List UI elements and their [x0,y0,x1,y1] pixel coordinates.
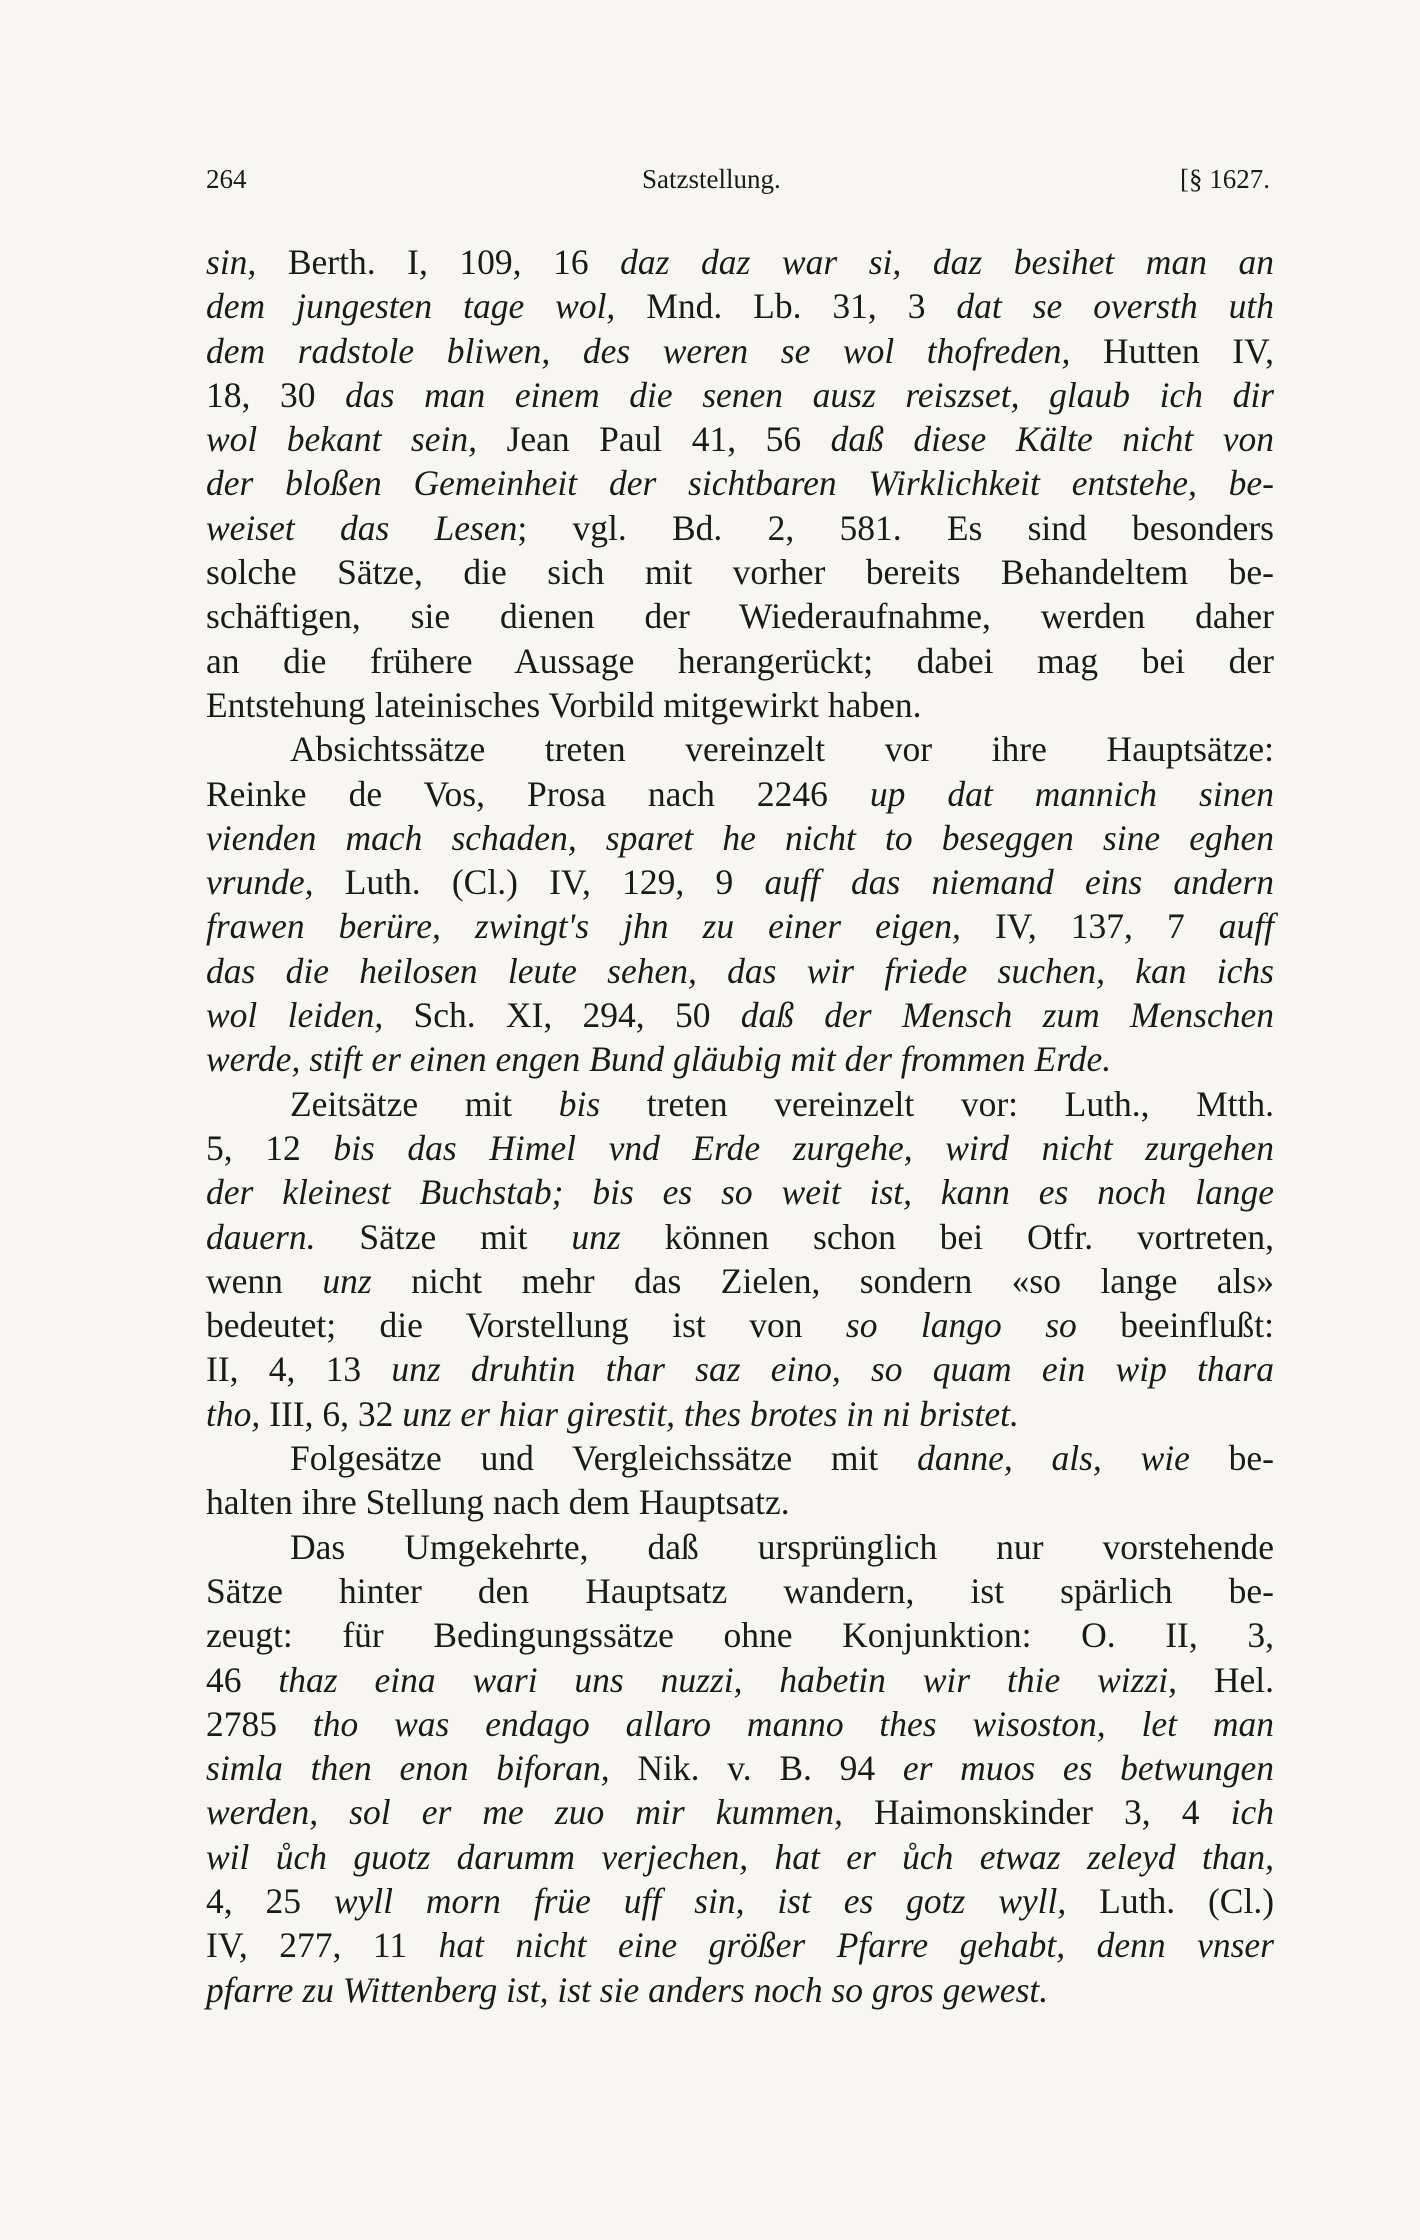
text-line [206,1968,1274,2012]
section-reference: [§ 1627. [1180,164,1270,194]
italic-quote: thaz eina wari uns nuzzi, habetin wir thie wizzi, [278,1659,1177,1700]
paragraph [206,240,1274,727]
text-line [206,639,1274,683]
italic-quote: up dat mannich sinen [869,773,1274,814]
italic-quote: unz [571,1216,621,1257]
italic-quote: das die heilosen leute sehen, das wir friede suchen, kan ichs [206,950,1274,991]
paragraph [206,727,1274,1081]
italic-quote: frawen berüre, zwingt's jhn zu einer eigen, [206,906,961,947]
text-run: Zeitsätze mit [290,1083,559,1124]
italic-quote: bis [558,1083,601,1124]
text-run: Sch. XI, 294, 50 [383,995,741,1036]
italic-quote: wyll morn früe uff sin, ist es gotz wyll, [333,1880,1067,1921]
italic-quote: werden, sol er me zuo mir kummen, [206,1792,843,1833]
text-run: schäftigen, sie dienen der Wiederaufnahme, werden daher [206,596,1274,637]
italic-quote: wil ůch guotz darumm verjechen, hat er ůch etwaz zeleyd than, [206,1836,1274,1877]
text-run: Luth. (Cl.) [1066,1880,1275,1921]
text-line [206,727,1274,771]
italic-quote: das man einem die senen ausz reiszset, glaub ich dir [345,374,1274,415]
text-run: Hel. [1177,1659,1275,1700]
text-line [206,993,1274,1037]
text-run: 2785 [206,1703,313,1744]
text-line [206,373,1274,417]
text-line [206,772,1274,816]
paragraph [206,1525,1274,2012]
text-run: Hutten IV, [1070,330,1274,371]
italic-quote: hat nicht eine größer Pfarre gehabt, denn vnser [438,1925,1274,1966]
text-run: Mnd. Lb. 31, 3 [615,286,957,327]
text-run: Entstehung lateinisches Vorbild mitgewirkt haben. [206,684,922,725]
text-line [206,1480,1274,1524]
italic-quote: pfarre zu Wittenberg ist, ist sie anders noch so gros gewest. [206,1969,1049,2010]
italic-quote: tho, [206,1393,261,1434]
body-text [206,240,1274,2012]
italic-quote: danne, als, wie [917,1438,1190,1479]
italic-quote: unz er hiar girestit, thes brotes in ni bristet. [402,1393,1019,1434]
italic-quote: auff [1218,906,1274,947]
italic-quote: unz [322,1260,372,1301]
paragraph [206,1436,1274,1525]
text-run: be- [1189,1438,1274,1479]
italic-quote: bis das Himel vnd Erde zurgehe, wird nicht zurgehen [333,1127,1275,1168]
text-run: III, 6, 32 [260,1393,403,1434]
text-line [206,1702,1274,1746]
text-run: beeinflußt: [1076,1305,1275,1346]
text-run: Das Umgekehrte, daß ursprünglich nur vorstehende [290,1526,1274,1567]
italic-quote: dem jungesten tage wol, [206,286,616,327]
text-line [206,1259,1274,1303]
text-run: Sätze mit [315,1216,572,1257]
text-line [206,1879,1274,1923]
running-header [206,164,1270,204]
text-line [206,1170,1274,1214]
text-run: ; vgl. Bd. 2, 581. Es sind besonders [517,507,1274,548]
italic-quote: daz daz war si, daz besihet man an [620,242,1274,282]
italic-quote: so lango so [845,1305,1077,1346]
italic-quote: dat se oversth uth [956,286,1275,327]
text-line [206,1347,1274,1391]
text-line [206,461,1274,505]
text-run: können schon bei Otfr. vortreten, [620,1216,1275,1257]
text-run: IV, 277, 11 [206,1925,439,1966]
running-title: Satzstellung. [642,164,781,194]
italic-quote: simla then enon biforan, [206,1748,610,1789]
italic-quote: ich [1230,1792,1274,1833]
italic-quote: werde, stift er einen engen Bund gläubig mit der frommen Erde. [206,1039,1112,1080]
text-line [206,1392,1274,1436]
text-line [206,1613,1274,1657]
text-run: 5, 12 [206,1127,334,1168]
text-run: treten vereinzelt vor: Luth., Mtth. [600,1083,1274,1124]
text-run: Nik. v. B. 94 [609,1748,903,1789]
italic-quote: vienden mach schaden, sparet he nicht to beseggen sine eghen [206,817,1274,858]
text-run: wenn [206,1260,323,1301]
text-line [206,1835,1274,1879]
text-run: Sätze hinter den Hauptsatz wandern, ist spärlich be- [206,1570,1274,1611]
text-run: bedeutet; die Vorstellung ist von [206,1305,846,1346]
text-run: Berth. I, 109, 16 [256,242,621,282]
paragraph [206,1082,1274,1436]
page-number: 264 [206,164,247,194]
italic-quote: auff das niemand eins andern [764,862,1274,903]
text-run: IV, 137, 7 [960,906,1219,947]
text-line [206,1082,1274,1126]
text-line [206,1923,1274,1967]
text-line [206,1525,1274,1569]
italic-quote: wol leiden, [206,995,384,1036]
text-run: halten ihre Stellung nach dem Hauptsatz. [206,1482,790,1523]
text-line [206,1569,1274,1613]
italic-quote: daß diese Kälte nicht von [830,419,1274,460]
text-run: solche Sätze, die sich mit vorher bereits Behandeltem be- [206,552,1274,593]
text-run: 4, 25 [206,1880,334,1921]
text-line [206,506,1274,550]
text-run: II, 4, 13 [206,1349,392,1390]
italic-quote: sin, [206,242,257,282]
italic-quote: dem radstole bliwen, des weren se wol thofreden, [206,330,1071,371]
text-run: Jean Paul 41, 56 [477,419,831,460]
text-line [206,1658,1274,1702]
text-line [206,1790,1274,1834]
text-run: zeugt: für Bedingungssätze ohne Konjunktion: O. II, 3, [206,1615,1274,1656]
text-line [206,329,1274,373]
text-run: Reinke de Vos, Prosa nach 2246 [206,773,870,814]
text-line [206,949,1274,993]
italic-quote: wol bekant sein, [206,419,477,460]
text-line [206,594,1274,638]
text-line [206,683,1274,727]
text-line [206,860,1274,904]
italic-quote: dauern. [206,1216,316,1257]
text-line [206,550,1274,594]
text-run: Luth. (Cl.) IV, 129, 9 [313,862,765,903]
text-run: Haimonskinder 3, 4 [842,1792,1231,1833]
italic-quote: weiset das Lesen [206,507,518,548]
italic-quote: tho was endago allaro manno thes wisoston, let man [312,1703,1274,1744]
italic-quote: unz druhtin thar saz eino, so quam ein wip thara [391,1349,1274,1390]
italic-quote: vrunde, [206,862,314,903]
text-line [206,1037,1274,1081]
text-line [206,816,1274,860]
text-line [206,1303,1274,1347]
italic-quote: der bloßen Gemeinheit der sichtbaren Wirklichkeit entstehe, be- [206,463,1274,504]
italic-quote: der kleinest Buchstab; bis es so weit ist, kann es noch lange [206,1172,1274,1213]
text-line [206,1126,1274,1170]
text-run: 18, 30 [206,374,346,415]
text-run: Folgesätze und Vergleichssätze mit [290,1438,918,1479]
text-line [206,417,1274,461]
text-line [206,1215,1274,1259]
text-run: an die frühere Aussage herangerückt; dabei mag bei der [206,640,1274,681]
text-line [206,904,1274,948]
italic-quote: daß der Mensch zum Menschen [740,995,1274,1036]
text-run: nicht mehr das Zielen, sondern «so lange als» [371,1260,1274,1301]
text-line [206,1436,1274,1480]
text-line [206,284,1274,328]
text-line [206,1746,1274,1790]
text-line [206,240,1274,284]
text-run: Absichtssätze treten vereinzelt vor ihre Hauptsätze: [290,729,1274,770]
italic-quote: er muos es betwungen [902,1748,1274,1789]
text-run: 46 [206,1659,279,1700]
